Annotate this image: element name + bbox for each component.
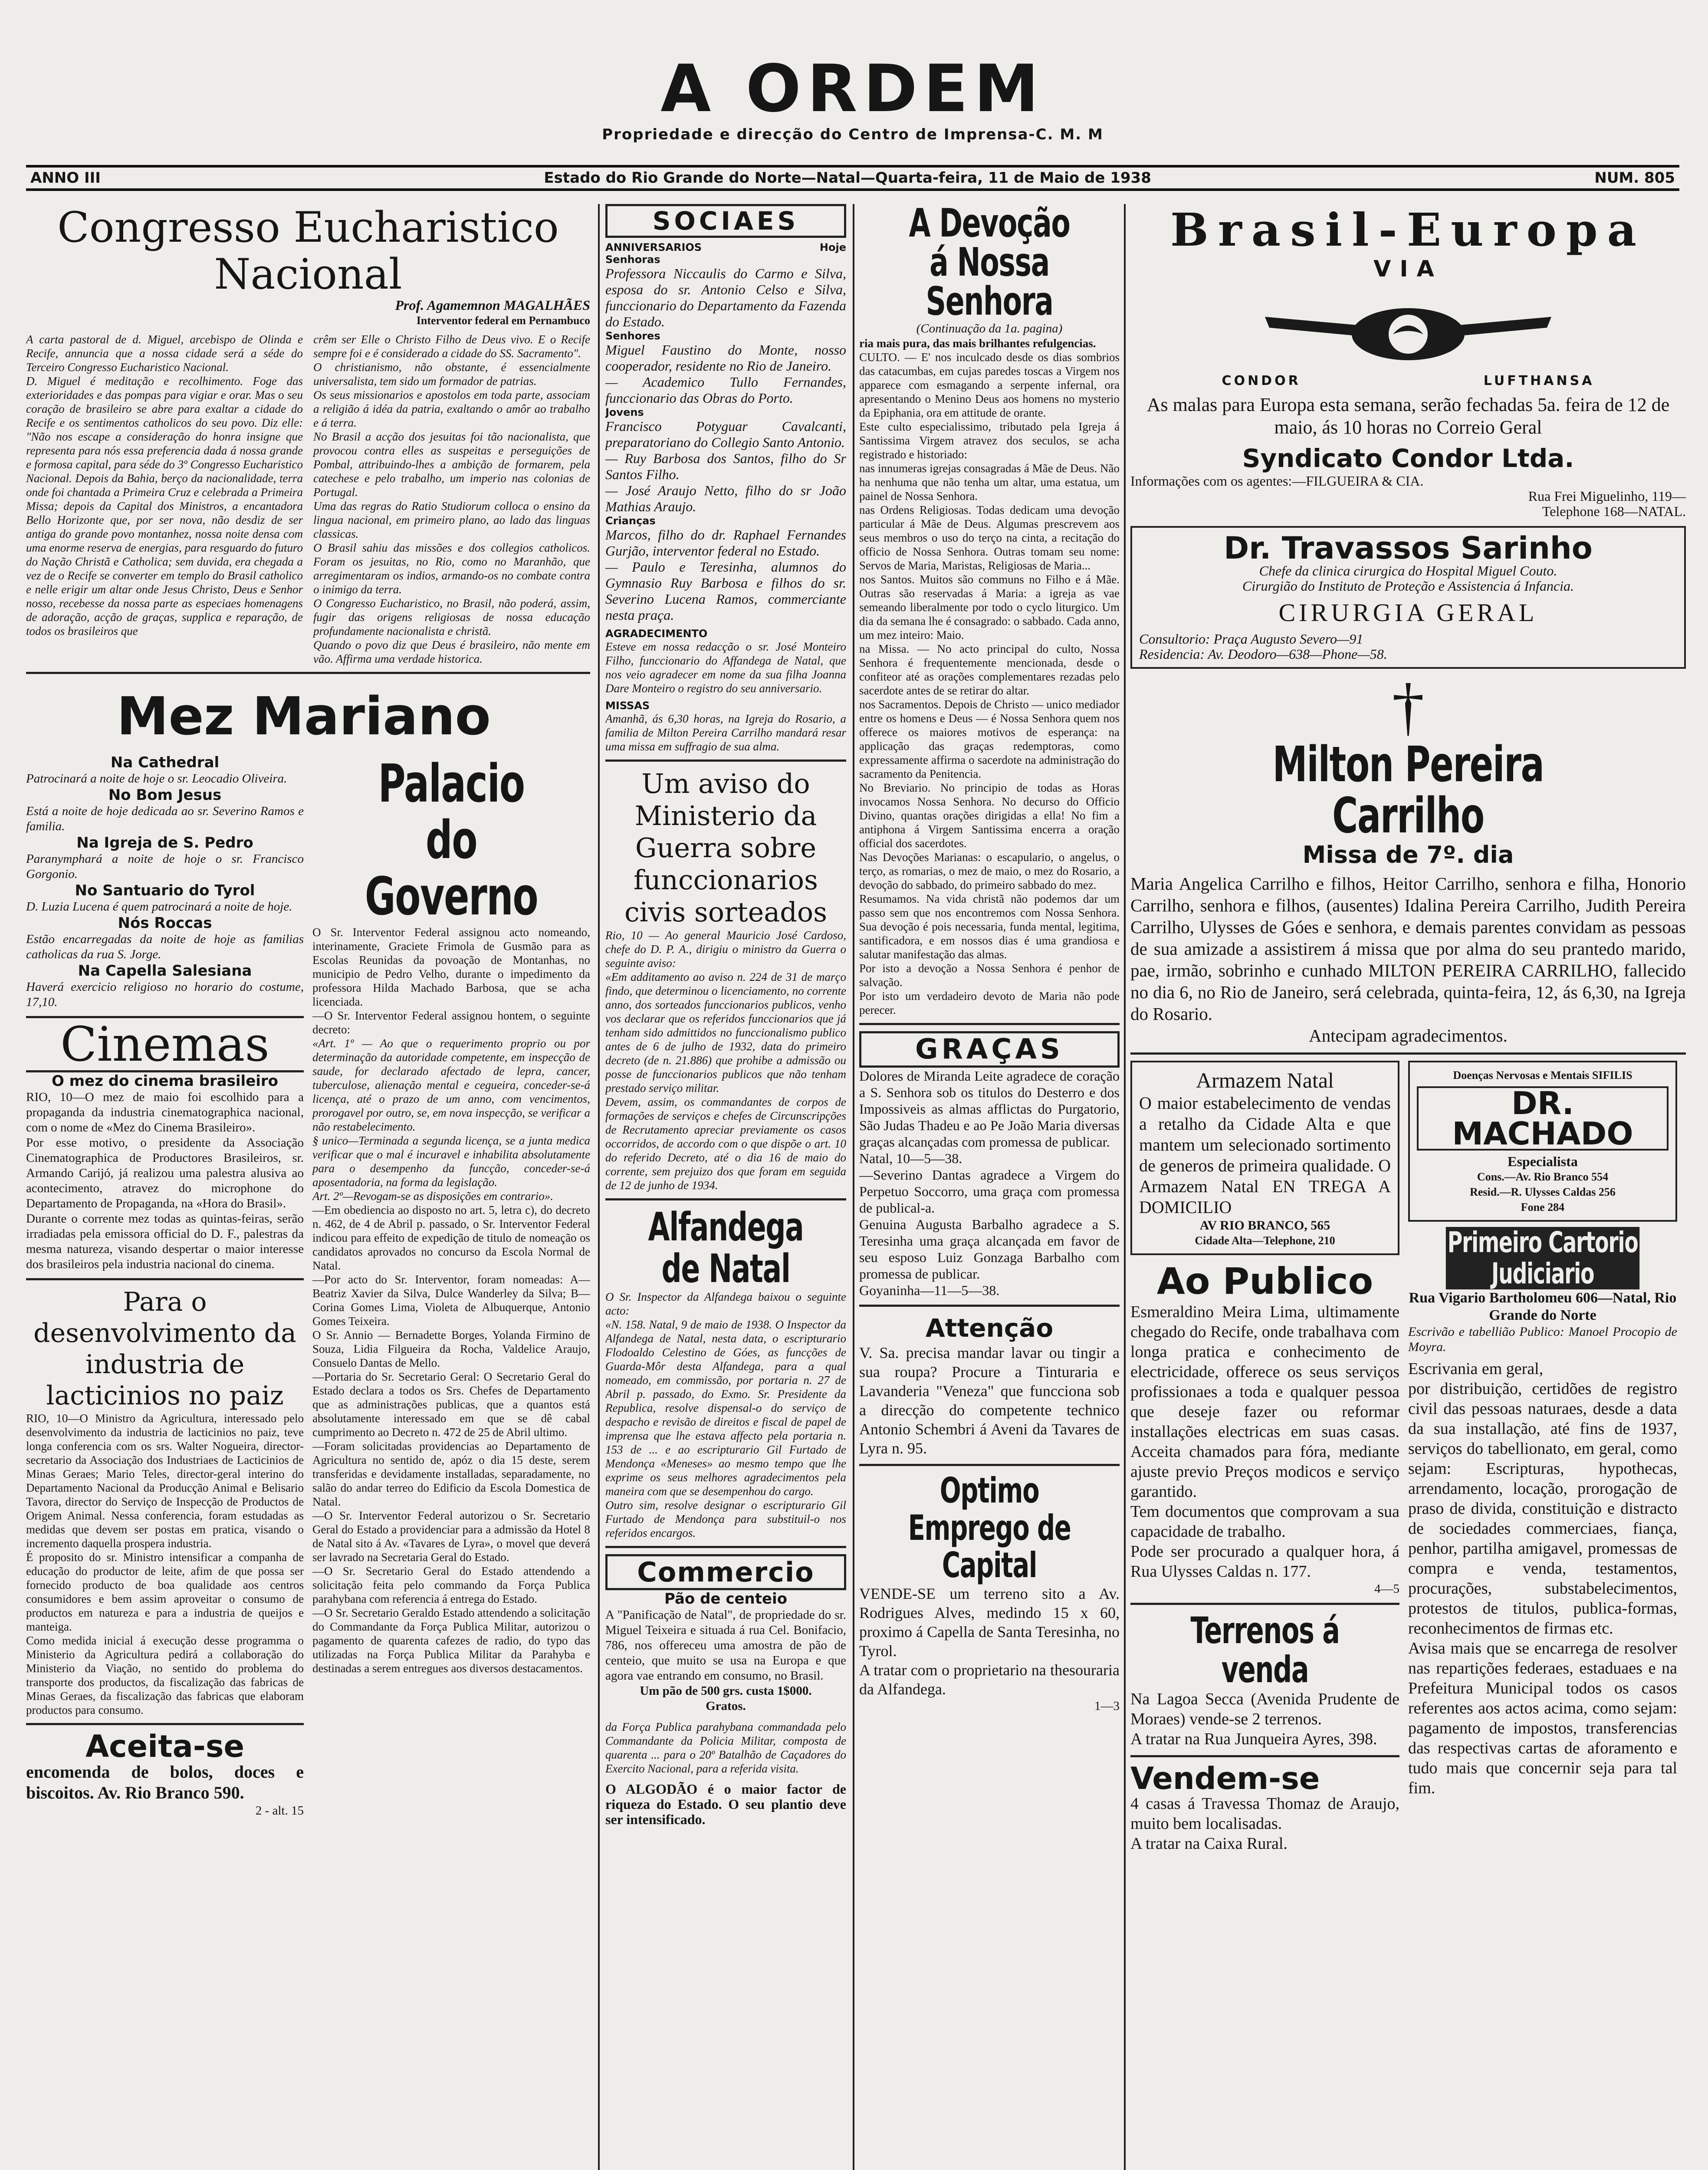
aceita-se-ref: 2 - alt. 15 xyxy=(255,1804,304,1818)
attencao-ad xyxy=(859,1313,1120,1458)
forca-paragraph: da Força Publica parahybana commandada pelo Commandante da Policia Militar, composta de quarenta ... para o 20º Batalhão de Caçadores do Exercito Nacional, para a referida visita. xyxy=(605,1720,846,1775)
optimo-text: VENDE-SE um terreno sito a Av. Rodrigues Alves, medindo 15 x 60, proximo á Capella de Santa Teresinha, no Tyrol. xyxy=(859,1585,1120,1660)
sociaes-item: — Ruy Barbosa dos Santos, filho do Sr Santos Filho. xyxy=(605,450,846,482)
devocao-paragraph: CULTO. — E' nos inculcado desde os dias sombrios das catacumbas, em cujas paredes toscas a Virgem nos apparece com esmagando a serpente infernal, ora apresentando o Menino Deus aos homens no mysterio da Epiphania, ora em attitude de orante. xyxy=(859,351,1120,419)
gracas-paragraph: Goyaninha—11—5—38. xyxy=(859,1282,1000,1298)
commercio-sub: Pão de centeio xyxy=(664,1590,788,1608)
agradecimento-head: AGRADECIMENTO xyxy=(605,628,708,640)
travassos-line1: Chefe da clinica cirurgica do Hospital Miguel Couto. xyxy=(1259,563,1557,579)
devocao-continuation: (Continuação da 1a. pagina) xyxy=(916,322,1063,335)
alfandega-paragraph: O Sr. Inspector da Alfandega baixou o seguinte acto: xyxy=(605,1290,846,1317)
congresso-paragraph: O christianismo, não obstante, é essencialmente universalista, tem sido um formador de patrias. xyxy=(313,361,590,388)
optimo-ad xyxy=(859,1472,1120,1714)
dateline-bar xyxy=(26,165,1679,191)
cross-icon: † xyxy=(1392,671,1425,743)
mez-section-head: Na Igreja de S. Pedro xyxy=(76,834,253,852)
palacio-paragraph: —Portaria do Sr. Secretario Geral: O Secretario Geral do Estado declara a todos os Srs. Chefes de Departamento que as administrações publicas, que a quantos está absolutamente interessado em que se dê cabal cumprimento ao Decreto n. 472 de 25 de Abril ultimo. xyxy=(312,1370,590,1439)
devocao-paragraph: nas Ordens Religiosas. Todas dedicam uma devoção particular á Mãe de Deus. Algumas prescrevem aos seus membros o uso do terço na cinta, a recitação do officio de Nossa Senhora. Outras tomam seu nome: Servos de Maria, Maristas, Religiosas de Maria... xyxy=(859,503,1120,572)
palacio-paragraph: —Por acto do Sr. Interventor, foram nomeadas: A—Beatriz Xavier da Silva, Dulce Wanderley da Silva; B—Corina Gomes Lima, Violeta de Albuquerque, Antonio Gomes Teixeira. xyxy=(312,1273,590,1328)
mez-section-head: No Santuario do Tyrol xyxy=(75,882,255,899)
lacticinios-paragraph: Como medida inicial á execução desse programma o Ministerio da Agricultura pedirá a collaboração do Ministerio da Viação, no sentido do problema do transporte dos productos, da fiscalização das fabricas de Minas Geraes, da fiscalização das fabricas que elaboram productos para consumo. xyxy=(26,1634,304,1716)
mez-mariano-title: Mez Mariano xyxy=(117,687,491,747)
dateline-text: Estado do Rio Grande do Norte—Natal—Quarta-feira, 11 de Maio de 1938 xyxy=(544,169,1151,187)
section-rule xyxy=(26,1723,304,1725)
armazem-phone: Cidade Alta—Telephone, 210 xyxy=(1195,1234,1335,1247)
ao-publico-ref: 4—5 xyxy=(1374,1582,1399,1596)
congresso-paragraph: O Brasil sahiu das missões e dos collegios catholicos. Foram os jesuitas, no Rio, como no Maranhão, que arregimentaram os indios, armando-os no combate contra o inimigo da terra. xyxy=(313,541,590,596)
syndicato-name: Syndicato Condor Ltda. xyxy=(1242,444,1574,473)
palacio-paragraph: § unico—Terminada a segunda licença, se a junta medica verificar que o mal é incuravel e inhabilita absolutamente para o desempenho da funcção, conceder-se-á aposentadoria, na forma da legislação. xyxy=(312,1134,590,1189)
lacticinios-article xyxy=(26,1286,304,1717)
section-rule xyxy=(605,760,846,762)
armazem-address: AV RIO BRANCO, 565 xyxy=(1199,1218,1330,1233)
issue-year: ANNO III xyxy=(30,169,101,187)
sociaes-item: — Academico Tullo Fernandes, funccionario das Obras do Porto. xyxy=(605,374,846,406)
travassos-name: Dr. Travassos Sarinho xyxy=(1224,530,1593,566)
carrilho-notice xyxy=(1130,671,1686,1046)
brasil-europa-ad xyxy=(1130,204,1686,519)
congresso-title: Congresso Eucharistico Nacional xyxy=(57,204,559,299)
armazem-text: O maior estabelecimento de vendas a retalho da Cidade Alta e que mantem um selecionado sortimento de generos de primeira qualidade. O Armazem Natal EN TREGA A DOMICILIO xyxy=(1139,1093,1391,1217)
agentes-telephone: Telephone 168—NATAL. xyxy=(1542,503,1686,519)
travassos-ad xyxy=(1130,526,1686,669)
congresso-paragraph: Uma das regras do Ratio Studiorum colloca o ensino da lingua nacional, em primeiro plano, ao lado das linguas classicas. xyxy=(313,500,590,540)
condor-logo xyxy=(1130,286,1686,369)
aceita-se-text: encomenda de bolos, doces e biscoitos. Av. Rio Branco 590. xyxy=(26,1762,304,1802)
cinemas-article xyxy=(26,1016,304,1272)
escrivania-text: por distribuição, certidões de registro civil das pessoas naturaes, desde a data da sua installação, até fins de 1937, serviços do tabellionato, em geral, como sejam: Escripturas, hypothecas, arrendamento, locação, prorogação de praso de divida, constituição e distracto de sociedades commerciaes, fiança, penhor, partilha amigavel, promessas de compra e venda, testamentos, procurações, substabelecimentos, protestos de titulos, publica-formas, reconhecimentos de firmas etc. xyxy=(1408,1380,1677,1637)
newspaper-owner: Propriedade e direcção do Centro de Imprensa-C. M. M xyxy=(602,126,1104,143)
machado-top: Doenças Nervosas e Mentais SIFILIS xyxy=(1453,1069,1632,1082)
missas-head: MISSAS xyxy=(605,700,650,712)
commercio-paragraph: Um pão de 500 grs. custa 1$000. xyxy=(640,1684,812,1698)
terrenos-text2: A tratar na Rua Junqueira Ayres, 398. xyxy=(1130,1730,1377,1748)
lacticinios-paragraph: RIO, 10—O Ministro da Agricultura, interessado pelo desenvolvimento da industria de lacticinios no paiz, teve longa conferencia com os srs. Walter Nogueira, director-secretario da Associação dos Industriaes de Lacticinios de Minas Geraes; Mario Teles, director-geral interino do Departamento Nacional da Producção Animal e Belisario Tavora, director do Serviço de Inspecção de Productos de Origem Animal. Nessa conferencia, foram estudadas as medidas que devem ser postas em pratica, visando o incremento daquella prospera industria. xyxy=(26,1412,304,1550)
escrivania-text2: Avisa mais que se encarrega de resolver nas repartições federaes, estaduaes e na Prefeitura Municipal todos os casos referentes aos actos acima, como sejam: pagamento de impostos, transferencias das respectivas cartas de aforamento e tudo mais que concernir seja para tal fim. xyxy=(1408,1639,1677,1797)
gracas-section xyxy=(859,1031,1120,1299)
palacio-paragraph: —O Sr. Secretario Geral do Estado attendendo a solicitação feita pelo commando da Força Publica parahybana com referencia á entrega do Estado. xyxy=(312,1565,590,1605)
brasil-europa-text: As malas para Europa esta semana, serão fechadas 5a. feira de 12 de maio, ás 10 horas no Correio Geral xyxy=(1146,394,1670,438)
cartorio-address: Rua Vigario Bartholomeu 606—Natal, Rio Grande do Norte xyxy=(1409,1290,1677,1323)
agradecimento-text: Esteve em nossa redacção o sr. José Monteiro Filho, funccionario do Affandega de Natal, que nos veio agradecer em nome da sua filha Joanna Dare Monteiro o registro do seu anniversario. xyxy=(605,640,846,695)
machado-resid: Resid.—R. Ulysses Caldas 256 xyxy=(1470,1186,1616,1198)
terrenos-ad xyxy=(1130,1611,1399,1749)
column-4 xyxy=(1130,204,1686,2170)
vendem-se-text: 4 casas á Travessa Thomaz de Araujo, muito bem localisadas. xyxy=(1130,1795,1399,1833)
machado-ad xyxy=(1408,1061,1677,1222)
mez-section-head: Na Capella Salesiana xyxy=(78,962,252,980)
sociaes-item: Marcos, filho do dr. Raphael Fernandes Gurjão, interventor federal no Estado. xyxy=(605,527,846,559)
devocao-paragraph: Nas Devoções Marianas: o escapulario, o angelus, o terço, as romarias, o mez de maio, o mez do Rosario, a devoção do sabbado, do primeiro sabbado do mez. xyxy=(859,851,1120,891)
gracas-paragraph: —Severino Dantas agradece a Virgem do Perpetuo Soccorro, uma graça com promessa de publical-a. xyxy=(859,1167,1120,1216)
devocao-paragraph: Por isto um verdadeiro devoto de Maria não pode perecer. xyxy=(859,990,1120,1016)
gracas-paragraph: Genuina Augusta Barbalho agradece a S. Teresinha uma graça alcançada em favor de seu esposo Luiz Gonzaga Barbalho com promessa de publicar. xyxy=(859,1217,1120,1282)
lufthansa-label: LUFTHANSA xyxy=(1483,373,1595,388)
section-rule xyxy=(859,1305,1120,1307)
lacticinios-title: Para o desenvolvimento da industria de lacticinios no paiz xyxy=(33,1287,296,1411)
mez-section-text: D. Luzia Lucena é quem patrocinará a noite de hoje. xyxy=(26,900,292,914)
optimo-ref: 1—3 xyxy=(1094,1699,1120,1713)
devocao-paragraph: nos Santos. Muitos são communs no Filho e á Mãe. Outras são reservadas á Maria: a igreja as vae semeando liberalmente por todo o cyclo liturgico. Um dia da semana lhe é consagrado: o sabbado. Cada anno, um mez inteiro: Maio. xyxy=(859,573,1120,641)
commercio-paragraph: A "Panificação de Natal", de propriedade do sr. Miguel Teixeira e situada á rua Cel. Bonifacio, 786, nos offereceu uma amostra de pão de centeio, que muito se usa na Europa e que agora vae entrando em consumo, no Brasil. xyxy=(605,1608,846,1683)
terrenos-text: Na Lagoa Secca (Avenida Prudente de Moraes) vende-se 2 terrenos. xyxy=(1130,1690,1399,1728)
armazem-title: Armazem Natal xyxy=(1196,1068,1334,1092)
section-rule xyxy=(859,1464,1120,1466)
sociaes-section xyxy=(605,204,846,753)
column-rule xyxy=(853,204,854,2170)
cinemas-paragraph: Por esse motivo, o presidente da Associação Cinematographica de Productores Brasileiros, sr. Armando Carijó, já realizou uma palestra alusiva ao acontecimento, atravez do microphone do Departamento de Propaganda, na «Hora do Brasil». xyxy=(26,1136,304,1210)
devocao-paragraph: ria mais pura, das mais brilhantes refulgencias. xyxy=(859,337,1096,350)
congresso-article xyxy=(26,204,590,666)
congresso-paragraph: O Congresso Eucharistico, no Brasil, não poderá, assim, fugir das origens religiosas de nossa educação profundamente nacionalista e christã. xyxy=(313,597,590,638)
palacio-paragraph: —O Sr. Interventor Federal assignou hontem, o seguinte decreto: xyxy=(312,1009,590,1036)
devocao-article xyxy=(859,204,1120,1017)
cinemas-paragraph: Durante o corrente mez todas as quintas-feiras, serão irradiadas pela emissora official do D. F., palestras da mesma natureza, visando despertar o maior interesse dos brasileiros pela industria nacional do cinema. xyxy=(26,1212,304,1271)
palacio-paragraph: —O Sr. Secretario Geraldo Estado attendendo a solicitação do Commandante da Força Publica Militar, autorizou o pagamento de quarenta cafezes de radio, do typo das utilizadas na Força Publica Militar da Parahyba e destinadas a serem entregues aos diversos destacamentos. xyxy=(312,1606,590,1675)
section-rule xyxy=(605,1198,846,1200)
agentes-rua: Rua Frei Miguelinho, 119— xyxy=(1528,488,1686,504)
cinemas-paragraph: RIO, 10—O mez de maio foi escolhido para a propaganda da industria cinematographica nacional, com o nome de «Mez do Cinema Brasileiro». xyxy=(26,1090,304,1134)
devocao-paragraph: Este culto especialissimo, tributado pela Igreja á Santissima Virgem atravez dos seculos, se acha registrado e historiado: xyxy=(859,420,1120,461)
aniversarios-head: ANNIVERSARIOS xyxy=(605,241,702,253)
palacio-paragraph: O Sr. Interventor Federal assignou acto nomeando, interinamente, Graciete Frimola de Gusmão para as Escolas Reunidas da povoação de Montanhas, no municipio de Pedro Velho, durante o impedimento da professora Hilda Machado Barbosa, que se acha licenciada. xyxy=(312,926,590,1008)
mez-section-head: No Bom Jesus xyxy=(108,786,222,804)
palacio-article xyxy=(312,756,590,1818)
mez-section-head: Na Cathedral xyxy=(110,754,220,771)
brasil-europa-title: Brasil-Europa xyxy=(1170,204,1646,256)
sociaes-title: SOCIAES xyxy=(605,204,846,238)
armazem-ad xyxy=(1130,1061,1399,1255)
ao-publico-text: Esmeraldino Meira Lima, ultimamente chegado do Recife, onde trabalhava com longa pratica e conhecimento de electricidade, offerece os seus serviços profissionaes a toda e qualquer pessoa que deseje fazer ou reformar installações electricas em suas casas. Acceita chamados para fóra, mediante ajuste previo Preços modicos e serviço garantido. xyxy=(1130,1303,1399,1501)
criancas-head: Crianças xyxy=(605,515,656,527)
alfandega-title: Alfandega de Natal xyxy=(648,1204,804,1292)
aceita-se-ad xyxy=(26,1731,304,1818)
congresso-paragraph: crêm ser Elle o Christo Filho de Deus vivo. E o Recife sempre foi e é considerado a cidade do SS. Sacramento". xyxy=(313,333,590,360)
gracas-paragraph: Dolores de Miranda Leite agradece de coração a S. Senhora sob os titulos do Desterro e dos Impossiveis as almas afflictas do Purgatorio, São Judas Thadeu e ao Pe João Maria diversas graças alcançadas com promessa de publicar. xyxy=(859,1068,1120,1150)
hoje-label: Hoje xyxy=(819,241,846,253)
carrilho-text: Maria Angelica Carrilho e filhos, Heitor Carrilho, senhora e filha, Honorio Carrilho, senhora e filhos, (ausentes) Idalina Pereira Carrilho, Judith Pereira Carrilho, Ulysses de Góes e senhora, e demais parentes convidam as pessoas de sua amizade a assistirem á missa que por alma do seu prantedo marido, pae, irmão, sobrinho e cunhado MILTON PEREIRA CARRILHO, fallecido no dia 6, no Rio de Janeiro, será celebrada, quinta-feira, 12, ás 6,30, na Igreja do Rosario. xyxy=(1130,874,1686,1024)
mez-section-text: Está a noite de hoje dedicada ao sr. Severino Ramos e familia. xyxy=(26,804,304,833)
terrenos-title: Terrenos á venda xyxy=(1190,1609,1340,1691)
mez-section-text: Haverá exercicio religioso no horario do costume, 17,10. xyxy=(26,980,304,1009)
section-rule xyxy=(859,1023,1120,1025)
attencao-title: Attenção xyxy=(925,1313,1054,1343)
palacio-paragraph: —Em obediencia ao disposto no art. 5, letra c), do decreto n. 462, de 4 de Abril p. passado, o Sr. Interventor Federal indicou para effeito de expedição de titulo de nomeação os candidatos aprovados no concurso da Escola Normal de Natal. xyxy=(312,1203,590,1272)
sociaes-item: Professora Niccaulis do Carmo e Silva, esposa do sr. Antonio Celso e Silva, funccionario do Departamento da Fazenda do Estado. xyxy=(605,266,846,329)
sociaes-item: — José Araujo Netto, filho do sr João Mathias Araujo. xyxy=(605,483,846,514)
ao-publico-title: Ao Publico xyxy=(1156,1260,1373,1302)
devocao-title: A Devoção á Nossa Senhora xyxy=(909,204,1070,324)
congresso-author: Prof. Agamemnon MAGALHÃES xyxy=(395,297,590,313)
column-3 xyxy=(859,204,1120,2170)
congresso-paragraph: D. Miguel é meditação e recolhimento. Foge das exterioridades e das pompas para vigiar e orar. Mas o seu coração de brasileiro se abre para exaltar a cidade do Recife e os sentimentos catholicos do seu povo. Diz elle: "Não nos escape a consideração do honra insigne que representa para nós essa preferencia dada á nossa grande e formosa capital, para séde do 3º Congresso Eucharistico Nacional. Depois da Bahia, berço da nacionalidade, terra onde foi chantada a Primeira Cruz e celebrada a Primeira Missa; depois da Capital dos Ministros, a encantadora Bello Horizonte que, por ser nova, não desdiz de ser antiga do grande povo montanhez, nossa noite densa com uma enorme reserva de energias, para resguardo do futuro do Nação Christã e Catholica; sem duvida, era chegada a vez de o Recife se converter em templo do Brasil catholico e nelle erigir um altar onde Jesus Christo, Deus e Senhor nosso, recebesse da nossa parte as especiaes homenagens de adoração, acção de graças, supplica e reparação, de todos os brasileiros que xyxy=(26,375,303,638)
newspaper-name: A ORDEM xyxy=(660,51,1045,127)
missas-text: Amanhã, ás 6,30 horas, na Igreja do Rosario, a familia de Milton Pereira Carrilho mandará resar uma missa em suffragio de sua alma. xyxy=(605,712,846,753)
ao-publico-ad xyxy=(1130,1260,1399,1597)
mez-section-text: Patrocinará a noite de hoje o sr. Leocadio Oliveira. xyxy=(26,772,287,786)
column-2 xyxy=(605,204,846,2170)
palacio-paragraph: —O Sr. Interventor Federal autorizou o Sr. Secretario Geral do Estado a providenciar para a admissão da Hotel 8 de Natal sito á Av. «Tavares de Lyra», o movel que deverá ser lavrado na Secretaria Geral do Estado. xyxy=(312,1509,590,1564)
carrilho-agradecimentos: Antecipam agradecimentos. xyxy=(1309,1026,1508,1046)
travassos-residencia: Residencia: Av. Deodoro—638—Phone—58. xyxy=(1139,646,1387,662)
optimo-text2: A tratar com o proprietario na thesouraria da Alfandega. xyxy=(859,1661,1120,1698)
section-rule xyxy=(1130,1603,1399,1605)
gracas-title: GRAÇAS xyxy=(859,1031,1120,1068)
travassos-consultorio: Consultorio: Praça Augusto Severo—91 xyxy=(1139,631,1363,647)
escrivania-title: Escrivania em geral, xyxy=(1408,1360,1544,1378)
commercio-paragraph: Gratos. xyxy=(706,1699,746,1713)
aviso-paragraph: Devem, assim, os commandantes de corpos de formações de serviços e chefes de Circunscripções de Recrutamento apreciar previamente os casos occorridos, de accordo com o que dispõe o art. 10 do referido Decreto, até o dia 16 de maio do corrente, sem prejuizo dos que foram em seguida de 12 de junho de 1934. xyxy=(605,1095,846,1192)
cartorio-ad xyxy=(1408,1227,1677,1798)
congresso-paragraph: Quando o povo diz que Deus é brasileiro, não mente em vão. Affirma uma verdade historica. xyxy=(313,638,590,665)
cartorio-escrivao: Escrivão e tabellião Publico: Manoel Procopio de Moyra. xyxy=(1408,1325,1677,1354)
column-rule xyxy=(598,204,600,2170)
masthead xyxy=(26,52,1679,178)
senhores-head: Senhores xyxy=(605,330,660,342)
palacio-paragraph: O Sr. Annio — Bernadette Borges, Yolanda Firmino de Souza, Lidia Filgueira da Rocha, Valdelice Araujo, Consuelo Dantas de Mello. xyxy=(312,1328,590,1369)
congresso-paragraph: No Brasil a acção dos jesuitas foi tão nacionalista, que provocou contra elles as suspeitas e perseguições de Pombal, attribuindo-lhes a ambição de formarem, pela catechese e pelo trabalho, um imperio nas colonias de Portugal. xyxy=(313,430,590,499)
airplane-icon xyxy=(1256,286,1560,369)
alfandega-article xyxy=(605,1204,846,1540)
congresso-paragraph: Os seus missionarios e apostolos em toda parte, associam a religião á idéa da patria, exaltando o amôr ao trabalho e á terra. xyxy=(313,388,590,429)
lacticinios-paragraph: É proposito do sr. Ministro intensificar a companha de educação do productor de leite, afim de que possa ser fornecido producto de boa qualidade aos centros consumidores e bem assim aproveitar o consumo de productos em natureza e para a industria de queijos e manteiga. xyxy=(26,1551,304,1633)
issue-number: NUM. 805 xyxy=(1594,169,1675,187)
machado-name: DR. MACHADO xyxy=(1417,1086,1669,1151)
palacio-title: Palacio do Governo xyxy=(365,754,538,927)
alfandega-paragraph: «N. 158. Natal, 9 de maio de 1938. O Inspector da Alfandega de Natal, nesta data, o escripturario Flodoaldo Celestino de Góes, as funcções de Guarda-Môr desta Alfandega, para a qual nomeado, em commissão, por portaria n. 27 de Abril p. passado, do Exmo. Sr. Presidente da Republica, resolve dispensal-o do serviço de despacho e revisão de direitos e fiscal de papel de imprensa que lhe estava affecto pela portaria n. 153 de ... e ao escripturario Gil Furtado de Mendonça «Meneses» ao mesmo tempo que lhe exprime os seus melhores agradecimentos pela maneira com que se desempenhou do cargo. xyxy=(605,1318,846,1498)
aviso-paragraph: Rio, 10 — Ao general Mauricio José Cardoso, chefe do D. P. A., dirigiu o ministro da Guerra o seguinte aviso: xyxy=(605,929,846,970)
section-rule xyxy=(1130,1052,1686,1055)
machado-especialista: Especialista xyxy=(1508,1154,1578,1169)
devocao-paragraph: Resumamos. Na vida christã não podemos dar um passo sem que nos encontremos com Nossa Senhora. Sua devoção é pois necessaria, funda mental, legitima, santificadora, e em nossos dias é uma grandiosa e salutar manifestação das almas. xyxy=(859,892,1120,961)
alfandega-paragraph: Outro sim, resolve designar o escripturario Gil Furtado de Mendonça para substituil-o nos referidos encargos. xyxy=(605,1499,846,1539)
machado-fone: Fone 284 xyxy=(1521,1201,1565,1213)
mez-section-text: Estão encarregadas da noite de hoje as familias catholicas da rua S. Jorge. xyxy=(26,932,304,961)
aviso-article xyxy=(605,768,846,1192)
congresso-author-role: Interventor federal em Pernambuco xyxy=(416,314,590,327)
cinemas-title: Cinemas xyxy=(26,1016,304,1072)
column-rule xyxy=(1124,204,1126,2170)
palacio-paragraph: Art. 2º—Revogam-se as disposições em contrario». xyxy=(312,1190,554,1203)
devocao-paragraph: No Breviario. No principio de todas as Horas invocamos Nossa Senhora. No decurso do Officio Divino, quantas orações dirigidas a ella! No fim a antiphona á Virgem Santissima encerra a oração official dos sacerdotes. xyxy=(859,781,1120,850)
cartorio-title: Primeiro Cartorio Judiciario xyxy=(1446,1227,1639,1289)
machado-cons: Cons.—Av. Rio Branco 554 xyxy=(1477,1170,1609,1183)
sociaes-item: Francisco Potyguar Cavalcanti, preparatoriano do Collegio Santo Antonio. xyxy=(605,418,846,450)
attencao-text: V. Sa. precisa mandar lavar ou tingir a sua roupa? Procure a Tinturaria e Lavanderia "Veneza" que funcciona sob a direcção do competente technico Antonio Schembri á Aveni da Tavares de Lyra n. 95. xyxy=(859,1344,1120,1457)
condor-label: CONDOR xyxy=(1222,373,1301,388)
devocao-paragraph: nas innumeras igrejas consagradas á Mãe de Deus. Não ha nenhuma que não tenha um altar, uma estatua, um painel de Nossa Senhora. xyxy=(859,462,1120,503)
commercio-title: Commercio xyxy=(605,1554,846,1590)
carrilho-missa: Missa de 7º. dia xyxy=(1302,841,1514,868)
aceita-se-title: Aceita-se xyxy=(85,1729,245,1764)
column-1 xyxy=(26,204,590,2170)
mez-section-text: Paranymphará a noite de hoje o sr. Francisco Gorgonio. xyxy=(26,852,304,881)
agentes-text: Informações com os agentes:—FILGUEIRA & CIA. xyxy=(1130,473,1424,489)
devocao-paragraph: Por isto a devoção a Nossa Senhora é penhor de salvação. xyxy=(859,962,1120,989)
section-rule xyxy=(26,672,590,674)
section-rule xyxy=(1130,1755,1399,1757)
section-rule xyxy=(605,1546,846,1548)
aviso-paragraph: «Em additamento ao aviso n. 224 de 31 de março findo, que determinou o licenciamento, no corrente anno, dos sorteados funccionarios publicos, venho vos declarar que os referidos funccionarios que já tenham sido admittidos no funccionalismo publico antes de 6 de julho de 1932, data do primeiro decreto (de n. 21.886) que prohibe a admissão ou posse de funccionarios publicos que não tenham prestado serviço militar. xyxy=(605,970,846,1095)
palacio-paragraph: —Foram solicitadas providencias ao Departamento de Agricultura no sentido de, apóz o dia 15 deste, serem transferidas e devidamente installadas, separadamente, no salão do andar terreo do Edificio da Escola Domestica de Natal. xyxy=(312,1440,590,1508)
sociaes-item: Miguel Faustino do Monte, nosso cooperador, residente no Rio de Janeiro. xyxy=(605,342,846,374)
vendem-se-title: Vendem-se xyxy=(1130,1761,1320,1796)
sociaes-item: — Paulo e Teresinha, alumnos do Gymnasio Ruy Barbosa e filhos do sr. Severino Lucena Ramos, commerciante nesta praça. xyxy=(605,559,846,623)
mez-section-head: Nós Roccas xyxy=(118,914,212,932)
congresso-paragraph: A carta pastoral de d. Miguel, arcebispo de Olinda e Recife, annuncia que a nossa cidade será a séde do Terceiro Congresso Eucharistico Nacional. xyxy=(26,333,303,374)
cinemas-subtitle: O mez do cinema brasileiro xyxy=(51,1072,279,1090)
jovens-head: Jovens xyxy=(605,406,644,418)
devocao-paragraph: na Missa. — No acto principal do culto, Nossa Senhora é frequentemente mencionada, desde o confiteor até as orações complementares rezadas pelo sacerdote antes de se retirar do altar. xyxy=(859,642,1120,697)
palacio-paragraph: «Art. 1º — Ao que o requerimento proprio ou por determinação da autoridade competente, em inspecção de saude, for declarado afectado de lepra, cancer, tuberculose, alienação mental e cegueira, conceder-se-á licença, até o prazo de um anno, com vencimentos, prorogavel por outro, se, em nova inspecção, se verificar a não restabelecimento. xyxy=(312,1037,590,1133)
algodao-notice: O ALGODÃO é o maior factor de riqueza do Estado. O seu plantio deve ser intensificado. xyxy=(605,1781,846,1827)
devocao-paragraph: nos Sacramentos. Depois de Christo — unico mediador entre os homens e Deus — é Nossa Senhora quem nos offerece os maiores motivos de esperança: na applicação das graças redemptoras, como expressamente affirma o sacerdote na administração do sacramento da Penitencia. xyxy=(859,698,1120,780)
optimo-title: Optimo Emprego de Capital xyxy=(908,1470,1071,1585)
vendem-se-ad xyxy=(1130,1763,1399,1854)
brasil-europa-via: VIA xyxy=(1373,256,1443,282)
senhoras-head: Senhoras xyxy=(605,253,660,266)
section-rule xyxy=(26,1278,304,1280)
commercio-article xyxy=(605,1554,846,1827)
travassos-line2: Cirurgião do Instituto de Proteção e Assistencia á Infancia. xyxy=(1242,578,1574,594)
vendem-se-text2: A tratar na Caixa Rural. xyxy=(1130,1835,1288,1853)
carrilho-name: Milton Pereira Carrilho xyxy=(1272,736,1544,844)
ao-publico-text3: Pode ser procurado a qualquer hora, á Rua Ulysses Caldas n. 177. xyxy=(1130,1542,1399,1581)
travassos-specialty: CIRURGIA GERAL xyxy=(1278,598,1538,627)
aviso-title: Um aviso do Ministerio da Guerra sobre funccionarios civis sorteados xyxy=(624,768,828,928)
gracas-paragraph: Natal, 10—5—38. xyxy=(859,1151,962,1166)
ao-publico-text2: Tem documentos que comprovam a sua capacidade de trabalho. xyxy=(1130,1503,1399,1541)
